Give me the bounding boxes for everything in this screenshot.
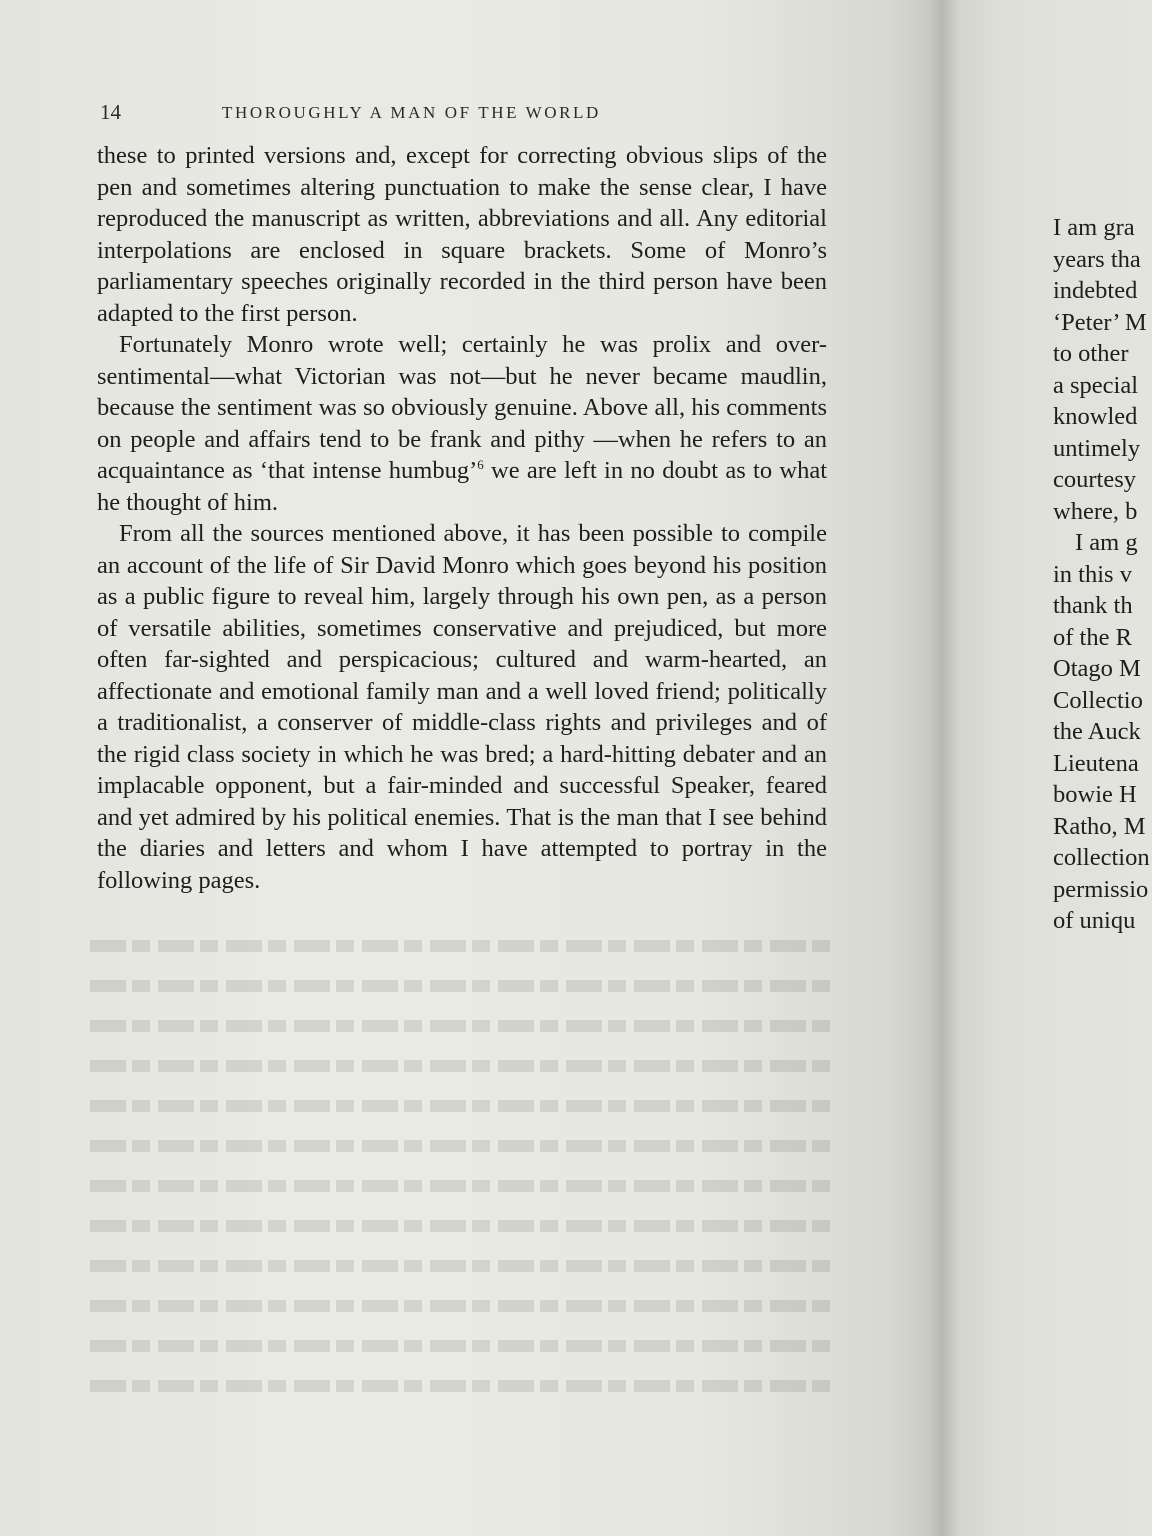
right-page-line: the Auck <box>1053 718 1141 745</box>
paragraph-2 <box>97 329 827 518</box>
book-gutter <box>930 0 960 1536</box>
paragraph-2-text-after-note: we are left in no doubt as to what he thought of him. <box>97 457 828 516</box>
paragraph-2-text-before-note: Fortunately Monro wrote well; certainly he was prolix and over-sentimental—what Victorian was not—but he never became maudlin, because the sentiment was so obviously genuine. Above all, his comments on people and affairs tend to be frank and pithy —when he refers to an acquaintance as ‘that intense humbug’ <box>97 331 827 484</box>
right-page-line: years tha <box>1053 245 1141 273</box>
right-page-line: ‘Peter’ M <box>1053 308 1147 336</box>
paragraph-3: From all the sources mentioned above, it has been possible to compile an account of the life of Sir David Monro which goes beyond his position as a public figure to reveal him, largely through his own pen, as a person of versatile abilities, sometimes conservative and prejudiced, but more often far-sighted and perspicacious; cultured and warm-hearted, an affectionate and emotional family man and a well loved friend; politically a traditionalist, a conserver of middle-class rights and privileges and of the rigid class society in which he was bred; a hard-hitting debater and an implacable opponent, but a fair-minded and successful Speaker, feared and yet admired by his political enemies. That is the man that I see behind the diaries and letters and whom I have attempted to portray in the following pages. <box>97 520 827 894</box>
paragraph-1: these to printed versions and, except for correcting obvious slips of the pen and sometimes altering punctuation to make the sense clear, I have reproduced the manuscript as written, abbreviations and all. Any editorial interpolations are enclosed in square brackets. Some of Monro’s parliamentary speeches originally recorded in the third person have been adapted to the first person. <box>97 142 827 327</box>
show-through-text <box>90 930 830 1330</box>
right-page-line: of uniqu <box>1053 907 1136 934</box>
footnote-marker: 6 <box>477 456 484 472</box>
right-page-line: collection <box>1053 844 1150 871</box>
right-page-line: Ratho, M <box>1053 812 1146 840</box>
right-page-line: indebted <box>1053 277 1138 304</box>
right-page <box>958 0 1152 1536</box>
right-page-line: where, b <box>1053 497 1138 525</box>
right-page-text <box>1053 212 1152 937</box>
right-page-line: in this v <box>1053 560 1132 588</box>
right-page-line: I am gra <box>1053 214 1135 241</box>
body-text <box>97 140 827 896</box>
right-page-line: Otago M <box>1053 655 1141 682</box>
right-page-line: Lieutena <box>1053 749 1139 777</box>
page-number: 14 <box>100 100 121 124</box>
running-title: THOROUGHLY A MAN OF THE WORLD <box>222 103 601 122</box>
right-page-line: of the R <box>1053 623 1132 651</box>
running-head <box>100 100 830 130</box>
right-page-line: knowled <box>1053 403 1138 430</box>
right-page-line: thank th <box>1053 592 1133 619</box>
right-page-line: permissio <box>1053 875 1149 903</box>
right-page-line: Collectio <box>1053 686 1143 714</box>
right-page-line: I am g <box>1075 529 1138 556</box>
right-page-line: courtesy <box>1053 466 1136 493</box>
right-page-line: bowie H <box>1053 781 1137 808</box>
right-page-line: untimely <box>1053 434 1141 462</box>
right-page-line: a special <box>1053 371 1139 399</box>
right-page-line: to other <box>1053 340 1129 367</box>
